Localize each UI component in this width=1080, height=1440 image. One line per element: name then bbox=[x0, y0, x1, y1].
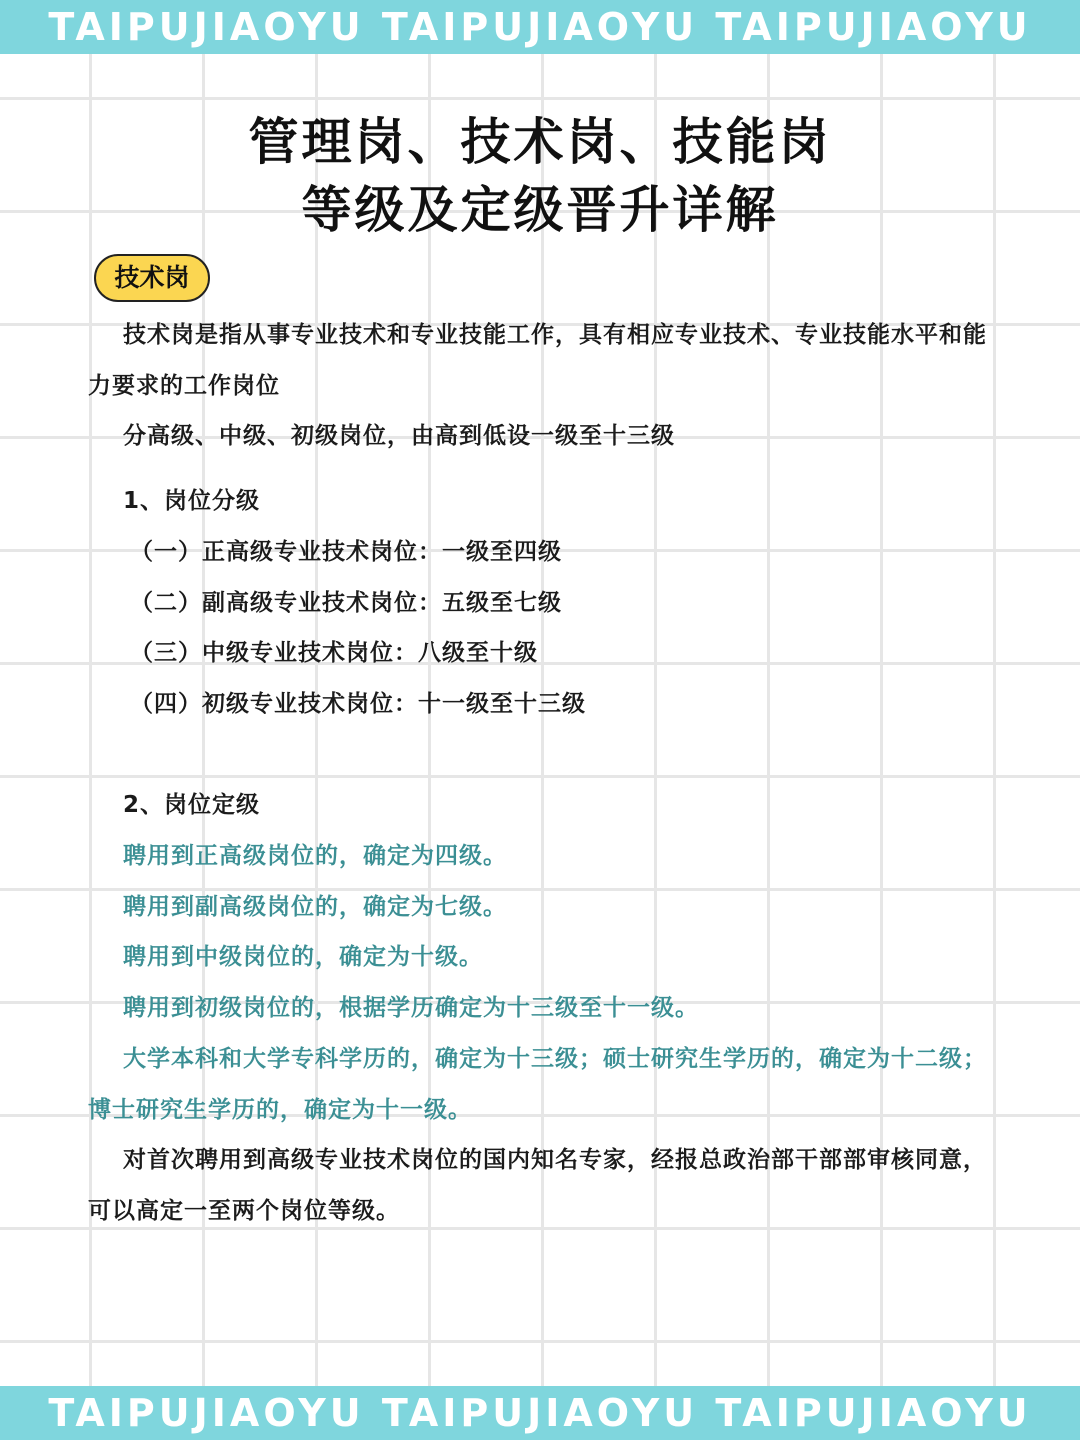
intro-levels: 分高级、中级、初级岗位，由高到低设一级至十三级 bbox=[123, 423, 675, 449]
rating-item: 聘用到中级岗位的，确定为十级。 bbox=[123, 944, 483, 970]
section-badge: 技术岗 bbox=[94, 254, 210, 302]
page-title bbox=[0, 108, 1080, 244]
grading-item: （三）中级专业技术岗位：八级至十级 bbox=[130, 640, 538, 666]
rating-special: 对首次聘用到高级专业技术岗位的国内知名专家，经报总政治部干部部审核同意，可以高定一至两个岗位等级。 bbox=[88, 1147, 987, 1224]
intro-definition: 技术岗是指从事专业技术和专业技能工作，具有相应专业技术、专业技能水平和能力要求的工作岗位 bbox=[88, 322, 987, 399]
grading-heading: 1、岗位分级 bbox=[123, 488, 261, 514]
grading-item: （四）初级专业技术岗位：十一级至十三级 bbox=[130, 691, 586, 717]
rating-item: 聘用到副高级岗位的，确定为七级。 bbox=[123, 894, 507, 920]
grading-item: （一）正高级专业技术岗位：一级至四级 bbox=[130, 539, 562, 565]
rating-heading: 2、岗位定级 bbox=[123, 792, 261, 818]
bottom-banner: TAIPUJIAOYU TAIPUJIAOYU TAIPUJIAOYU bbox=[0, 1386, 1080, 1440]
rating-item: 聘用到正高级岗位的，确定为四级。 bbox=[123, 843, 507, 869]
grading-item: （二）副高级专业技术岗位：五级至七级 bbox=[130, 590, 562, 616]
rating-item: 聘用到初级岗位的，根据学历确定为十三级至十一级。 bbox=[123, 995, 699, 1021]
rating-education: 大学本科和大学专科学历的，确定为十三级；硕士研究生学历的，确定为十二级；博士研究生学历的，确定为十一级。 bbox=[88, 1046, 987, 1123]
top-banner: TAIPUJIAOYU TAIPUJIAOYU TAIPUJIAOYU bbox=[0, 0, 1080, 54]
title-line-1: 管理岗、技术岗、技能岗 bbox=[248, 113, 832, 171]
title-line-2: 等级及定级晋升详解 bbox=[301, 181, 779, 239]
